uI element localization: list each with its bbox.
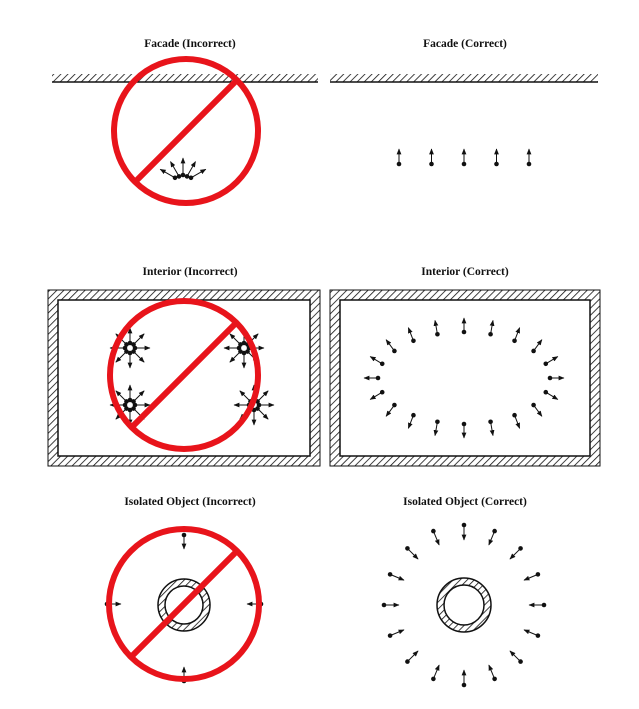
facade-incorrect-sensors: [160, 158, 205, 180]
sensor-arrow-icon: [431, 665, 439, 681]
title-object-correct: Isolated Object (Correct): [403, 496, 527, 508]
facade-correct-sensors: [397, 149, 532, 166]
sensor-arrow-icon: [529, 603, 546, 608]
sensor-arrow-icon: [524, 572, 540, 580]
title-interior-incorrect: Interior (Incorrect): [142, 266, 238, 278]
sensor-arrow-icon: [510, 651, 523, 664]
object-correct-column: [437, 578, 491, 632]
title-facade-incorrect: Facade (Incorrect): [144, 38, 236, 50]
sensor-arrow-icon: [462, 149, 467, 166]
sensor-arrow-icon: [388, 630, 404, 638]
sensor-arrow-icon: [182, 533, 187, 549]
sensor-arrow-icon: [382, 603, 399, 608]
sensor-arrow-icon: [489, 529, 497, 545]
sensor-arrow-icon: [189, 169, 206, 180]
sensor-arrow-icon: [462, 523, 467, 540]
sensor-arrow-icon: [429, 149, 434, 166]
facade-incorrect-wall: [52, 74, 318, 82]
sensor-arrow-icon: [405, 651, 418, 664]
sensor-arrow-icon: [160, 169, 177, 180]
sensor-arrow-icon: [462, 670, 467, 687]
title-facade-correct: Facade (Correct): [423, 38, 507, 50]
sensor-arrow-icon: [181, 158, 186, 177]
sensor-arrow-icon: [397, 149, 402, 166]
sensor-arrow-icon: [431, 529, 439, 545]
title-object-incorrect: Isolated Object (Incorrect): [124, 496, 256, 508]
sensor-arrow-icon: [388, 572, 404, 580]
no-symbol-icon: [109, 529, 259, 679]
sensor-arrow-icon: [524, 630, 540, 638]
sensor-arrow-icon: [489, 665, 497, 681]
sensor-arrow-icon: [527, 149, 532, 166]
title-interior-correct: Interior (Correct): [421, 266, 509, 278]
sensor-arrow-icon: [405, 546, 418, 559]
sensor-arrow-icon: [510, 546, 523, 559]
sensor-arrow-icon: [494, 149, 499, 166]
facade-correct-wall: [330, 74, 598, 82]
